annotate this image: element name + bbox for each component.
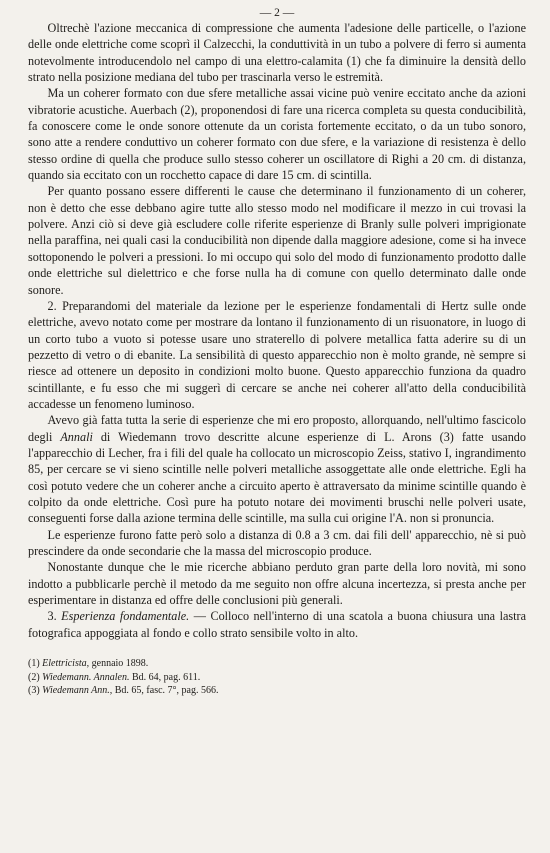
- section-text: — Colloco nell'interno di una scatola a buona chiusura una lastra fotografica appoggiata al fondo e collo strato sensibile volto in alto.: [28, 609, 526, 640]
- section-title: Esperienza fondamentale.: [61, 609, 190, 624]
- paragraph-5-start: Avevo già fatta tutta la serie di esperienze che mi ero proposto, allorquando, nell'ultimo fascicolo degli: [28, 413, 526, 444]
- footnote-marker: (3): [28, 685, 40, 697]
- section-number: 3.: [47, 609, 57, 624]
- footnote-marker: (2): [28, 671, 40, 683]
- body-text: [28, 20, 526, 641]
- footnote-detail: Bd. 64, pag. 611.: [129, 671, 201, 683]
- paragraph-3: Per quanto possano essere differenti le cause che determinano il funzionamento di un coherer, non è detto che esse debbano agire tutte allo stesso modo nel modificare il mezzo in cui trovasi la polvere. Anzi ciò si deve già escludere colle riferite esperienze di Branly sulle polveri imprigionate nella paraffina, nei quali casi la conducibilità non dipende dalla maggiore adesione, come si ha invece sottoponendo le polveri a pressioni. Io mi occupo qui solo del modo di funzionamento prodotto dalle onde elettriche sul dielettrico e che forse nulla ha di comune con quello determinato dalle onde sonore.: [28, 184, 526, 297]
- footnotes: [28, 657, 526, 698]
- footnote-source: Elettricista,: [42, 658, 90, 670]
- footnote-3: [28, 684, 526, 698]
- paragraph-7: Nonostante dunque che le mie ricerche abbiano perduto gran parte della loro novità, mi sono indotto a pubblicarle perchè il metodo da me seguito non offre alcuna incertezza, si presta anche per esperimentare in distanza ed offre delle conclusioni più generali.: [28, 560, 526, 608]
- footnote-source: Wiedemann Ann.,: [42, 685, 113, 697]
- paragraph-6: Le esperienze furono fatte però solo a distanza di 0.8 a 3 cm. dai fili dell' apparecchio, nè si può prescindere da onde secondarie che la massa del microscopio produce.: [28, 527, 526, 558]
- journal-title-annali: Annali: [60, 429, 93, 444]
- footnote-source: Wiedemann. Annalen.: [42, 671, 130, 683]
- footnote-2: [28, 671, 526, 685]
- page-number: — 2 —: [259, 7, 295, 19]
- footnote-detail: Bd. 65, fasc. 7°, pag. 566.: [112, 685, 219, 697]
- footnote-1: [28, 657, 526, 671]
- footnote-marker: (1): [28, 658, 40, 670]
- paragraph-8-section-3: [28, 608, 526, 641]
- paragraph-2: Ma un coherer formato con due sfere metalliche assai vicine può venire eccitato anche da azioni vibratorie acustiche. Auerbach (2), proponendosi di fare una ricerca completa su questa conducibilità, fa conoscere come le onde sonore ottenute da un corista fortemente eccitato, o da un tubo sonoro, sono atte a rendere conduttivo un coherer formato con due sfere, e la variazione di resistenza è dello stesso ordine di quella che produce sullo stesso coherer un oscillatore di Righi a 20 cm. di distanza, quando sia eccitato con un rocchetto capace di dare 15 cm. di scintilla.: [28, 86, 526, 183]
- paragraph-1: Oltrechè l'azione meccanica di compressione che aumenta l'adesione delle particelle, o l'azione delle onde elettriche come scoprì il Calzecchi, la conduttività in un tubo a polvere di ferro si aumenta notevolmente introducendolo nel campo di una elettro-calamita (1) che fa diminuire la densità dello strato nella posizione mediana del tubo per trascinarla verso le estremità.: [28, 21, 526, 85]
- paragraph-5: [28, 412, 526, 526]
- paragraph-4-section-2: 2. Preparandomi del materiale da lezione per le esperienze fondamentali di Hertz sulle onde elettriche, avevo notato come per mostrare da lontano il funzionamento di un risuonatore, in luogo di un corto tubo a vuoto si potesse usare uno straterello di polvere metallica fatta aderire su di un pezzetto di vetro o di ebanite. La sensibilità di questo apparecchio non è molto grande, nè sempre si riesce ad ottenere un deposito in condizioni molto buone. Questo apparecchio funziona da quadro scintillante, e fu esso che mi suggerì di cercare se anche nei coherer all'atto della conducibilità accadesse un fenomeno luminoso.: [28, 298, 526, 411]
- footnote-detail: gennaio 1898.: [89, 658, 149, 670]
- paragraph-5-end: di Wiedemann trovo descritte alcune esperienze di L. Arons (3) fatte usando l'apparecchio di Lecher, fra i fili del quale ha collocato un microscopio Zeiss, stativo I, ingrandimento 85, per cercare se vi sieno scintille nelle polveri metalliche assoggettate alle onde elettriche. Egli ha così potuto vedere che un coherer anche a circuito aperto è attraversato da minime scintille quando è colpito da onde elettriche. Così pure ha potuto notare dei movimenti bruschi nelle polveri usate, conseguenti forse dalla azione termina delle scintille, ma sulla cui origine l'A. non si pronuncia.: [28, 429, 526, 526]
